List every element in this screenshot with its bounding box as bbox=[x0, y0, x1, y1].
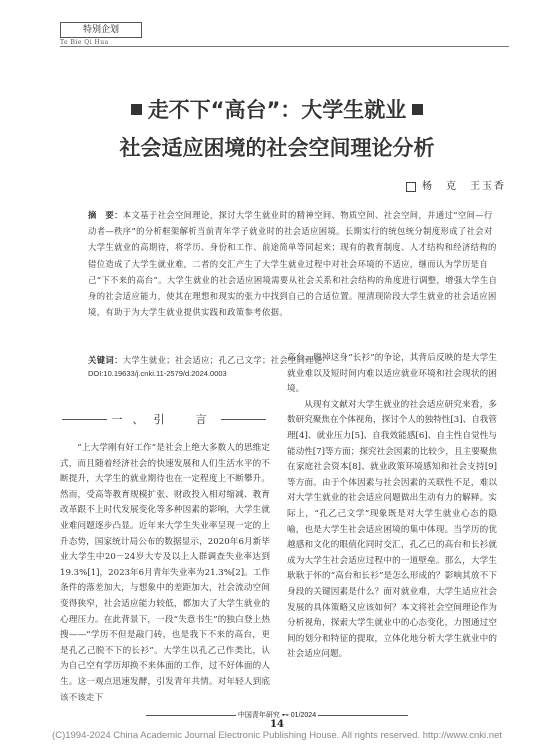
column-tag: 特别企划 bbox=[60, 22, 142, 38]
paragraph: 高台、脱掉这身“长衫”的争论，其背后反映的是大学生就业难以及短时间内难以适应就业环境和社会现状的困境。 bbox=[287, 353, 497, 395]
abstract-text: 本文基于社会空间理论，探讨大学生就业时的精神空间、物质空间、社会空间，并通过“空间—行动者—秩序”的分析框架解析当前青年学子就业时的社会适应困境。长期实行的统包统分制度形成了社会对大学生就业的高期待，将学历、身份和工作、前途简单等同起来；现有的教育制度、人才结构和经济结构的错位造成了大学生就业难，二者的交汇产生了大学生就业过程中对社会环境的不适应，继而认为学历是自己“下不来的高台”。大学生就业的社会适应困境需要从社会关系和社会结构的角度进行调整，增强大学生自身的社会适应能力，使其在理想和现实的张力中找到自己的合适位置。厘清现阶段大学生就业的社会适应困境，有助于为大学生就业提供实践和政策参考依据。 bbox=[88, 210, 498, 318]
abstract-label: 摘 要： bbox=[88, 210, 123, 220]
abstract bbox=[88, 207, 498, 320]
footer-journal-text: 中国青年研究 ⊷ 01/2024 bbox=[237, 712, 317, 719]
column-left bbox=[60, 441, 270, 706]
paragraph: “上大学刚有好工作”是社会上绝大多数人的思维定式，而且随着经济社会的快速发展和人们生活水平的不断提升，大学生的就业期待也在一定程度上不断攀升。然而，受高等教育规模扩张、财政投入相对缩减、教育改革跟不上时代发展变化等多种因素的影响，大学生就业难问题逐步凸显。近年来大学生失业率呈现一定的上升态势，国家统计局公布的数据显示，2020年6月新毕业大学生中20－24岁大专及以上人群调查失业率达到19.3%[1]，2023年6月青年失业率为21.3%[2]。工作条件的落差加大，与想象中的差距加大，社会流动空间变得狭窄，社会适应能力较低，都加大了大学生就业的心理压力。在此背景下，一段“失意书生”的独白登上热搜——“学历不但是敲门砖，也是我下不来的高台，更是孔乙己脱不下的长衫”。大学生以孔乙己作类比，认为自己空有学历却换不来体面的工作，过不好体面的人生。这一观点迅速发酵，引发青年共情。对年轻人到底该不该走下 bbox=[60, 443, 270, 703]
author-box-icon bbox=[406, 182, 416, 192]
section-heading: 一、引 言 bbox=[111, 413, 217, 426]
header-rule bbox=[60, 46, 509, 47]
column-right bbox=[287, 351, 497, 663]
title-line-2: 社会适应困境的社会空间理论分析 bbox=[119, 136, 435, 160]
square-bullet-icon bbox=[131, 104, 142, 115]
copyright-watermark: (C)1994-2024 China Academic Journal Electronic Publishing House. All rights reserved. http://www.cnki.net bbox=[52, 730, 502, 741]
authors bbox=[406, 177, 506, 192]
page-number: 14 bbox=[270, 719, 284, 730]
footer-rule-right bbox=[318, 715, 408, 716]
title-line-1 bbox=[0, 94, 554, 124]
title-line-1-text: 走不下“高台”：大学生就业 bbox=[147, 98, 407, 122]
paragraph: 从现有文献对大学生就业的社会适应研究来看，多数研究聚焦在个体视角，探讨个人的独特性[3]、自我管理[4]、就业压力[5]、自我效能感[6]、自主性自觉性与能动性[7]等方面；探究社会因素的比较少，且主要聚焦在家庭社会资本[8]、就业政策环境感知和社会支持[9]等方面。由于个体因素与社会因素的关联性不足，难以对大学生就业的社会适应问题做出生动有力的解释。实际上，“孔乙己文学”现象既是对大学生就业心态的隐喻，也是大学生社会适应困境的集中体现。当学历的优越感和文化的眼值化同时交汇，孔乙已的高台和长衫就成为大学生社会适应过程中的一道壁垒。那么，大学生耿耿于怀的“高台和长衫”是怎么形成的？影响其放不下身段的关键因素是什么？面对就业难，大学生适应社会发展的具体策略又应该如何？本文将社会空间理论作为分析视角，探索大学生就业中的心态变化，力图通过空间的划分和特征的提取，立体化地分析大学生就业中的社会适应问题。 bbox=[287, 399, 497, 660]
author-names: 杨 克 王玉香 bbox=[422, 181, 506, 192]
section-rule-right bbox=[221, 419, 266, 420]
column-tag-pinyin: Te Bie Qi Hua bbox=[60, 39, 109, 46]
doi: DOI:10.19633/j.cnki.11-2579/d.2024.0003 bbox=[88, 369, 227, 378]
footer-rule-left bbox=[146, 715, 236, 716]
keywords-label: 关键词： bbox=[88, 355, 123, 365]
keywords-text: 大学生就业；社会适应；孔乙己文学；社会空间理论 bbox=[122, 355, 323, 365]
square-bullet-icon bbox=[412, 104, 423, 115]
